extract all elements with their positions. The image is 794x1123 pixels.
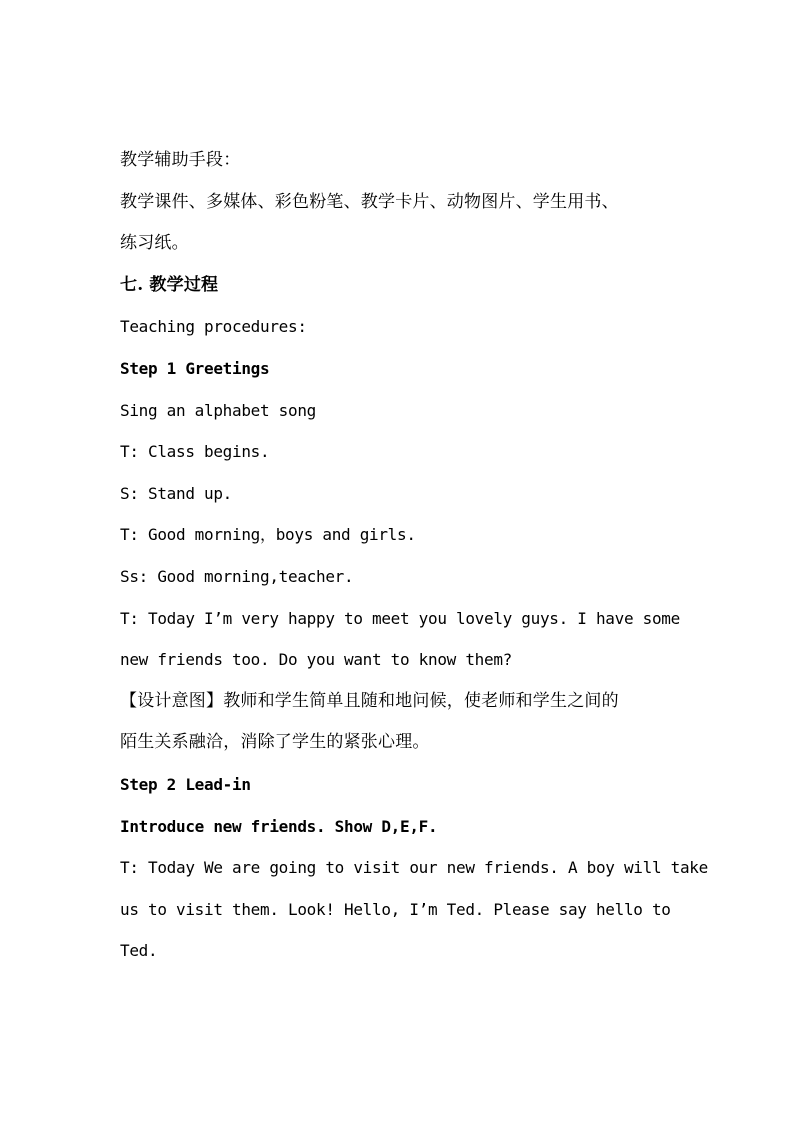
dialogue-line: T: Class begins. — [120, 442, 270, 462]
step-2-heading: Step 2 Lead-in — [120, 774, 251, 794]
dialogue-line: us to visit them. Look! Hello, I’m Ted. Please say hello to — [120, 899, 671, 919]
document-page — [120, 140, 708, 972]
dialogue-line: Sing an alphabet song — [120, 400, 316, 420]
dialogue-line: T: Today We are going to visit our new friends. A boy will take — [120, 858, 708, 878]
lead-in-instruction: Introduce new friends. Show D,E,F. — [120, 816, 438, 836]
design-intent-line-1: 【设计意图】教师和学生简单且随和地问候，使老师和学生之间的 — [120, 690, 619, 711]
section-heading-teaching-process: 七. 教学过程 — [120, 274, 219, 295]
dialogue-line: T: Today I’m very happy to meet you lovely guys. I have some — [120, 608, 680, 628]
dialogue-line: Ss: Good morning,teacher. — [120, 566, 354, 586]
design-intent-line-2: 陌生关系融洽，消除了学生的紧张心理。 — [120, 732, 430, 753]
teaching-aids-heading: 教学辅助手段： — [120, 150, 241, 170]
dialogue-line: T: Good morning，boys and girls. — [120, 525, 416, 545]
dialogue-line: new friends too. Do you want to know them? — [120, 650, 512, 670]
teaching-aids-list-line-2: 练习纸。 — [120, 233, 189, 254]
dialogue-line: Ted. — [120, 941, 158, 961]
teaching-aids-list-line-1: 教学课件、多媒体、彩色粉笔、教学卡片、动物图片、学生用书、 — [120, 191, 619, 212]
dialogue-line: S: Stand up. — [120, 483, 232, 503]
teaching-procedures-label: Teaching procedures: — [120, 317, 307, 337]
step-1-heading: Step 1 Greetings — [120, 358, 270, 378]
